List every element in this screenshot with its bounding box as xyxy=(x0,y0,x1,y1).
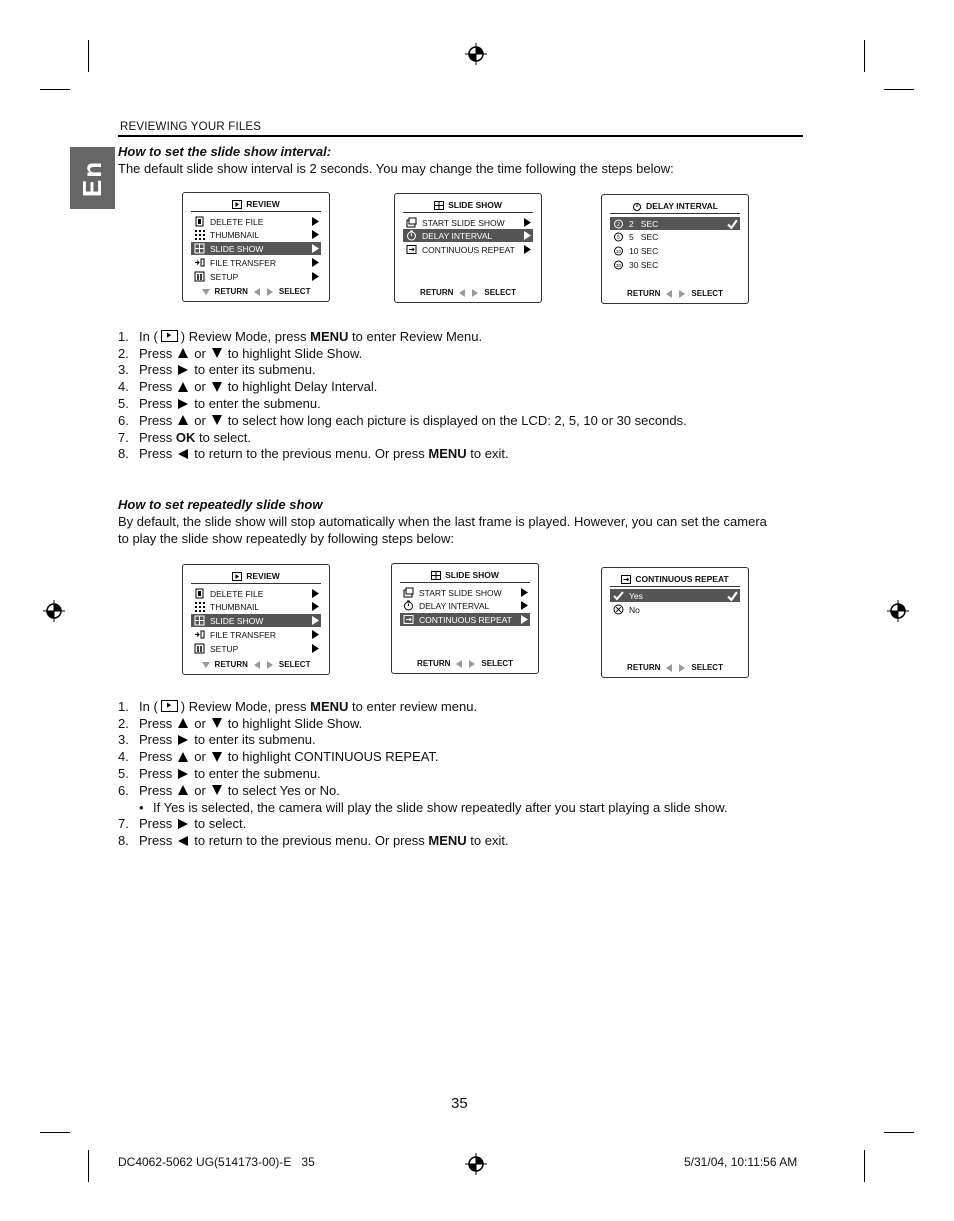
left-arrow-icon xyxy=(177,835,189,847)
trash-icon xyxy=(194,216,205,227)
timer-30-icon xyxy=(613,259,624,270)
step-5: 5. Press to enter the submenu. xyxy=(118,396,321,412)
header-rule xyxy=(118,135,803,137)
right-arrow-icon xyxy=(177,768,189,780)
svg-text:30: 30 xyxy=(615,263,622,268)
up-arrow-icon xyxy=(177,751,189,763)
step-2: 2. Press or to highlight Slide Show. xyxy=(118,715,363,731)
timer-2-icon xyxy=(613,218,624,229)
down-arrow-icon xyxy=(202,661,210,669)
section1-heading: How to set the slide show interval: xyxy=(118,144,332,159)
section2-heading: How to set repeatedly slide show xyxy=(118,497,323,512)
step-8: 8. Press to return to the previous menu. Or press MENU to exit. xyxy=(118,446,509,462)
section2-intro: By default, the slide show will stop automatically when the last frame is played. However, you can set the camera to play the slide show repeatedly by following steps below: xyxy=(118,514,767,546)
crop-mark xyxy=(40,1132,70,1133)
step-5: 5. Press to enter the submenu. xyxy=(118,766,321,782)
left-arrow-icon xyxy=(665,664,673,672)
film-icon xyxy=(434,201,444,210)
right-arrow-icon xyxy=(266,661,274,669)
lcd-item-5-sec: 5 5 SEC xyxy=(610,230,740,243)
play-icon xyxy=(232,200,242,209)
lcd-slideshow-screen: SLIDE SHOW START SLIDE SHOW DELAY INTERVAL CONTINUOUS REPEAT RETURN SELECT xyxy=(394,193,542,303)
grid-icon xyxy=(194,229,205,240)
registration-mark-icon xyxy=(465,1153,487,1175)
step-1: 1. In ( ) Review Mode, press MENU to enter review menu. xyxy=(118,698,478,714)
down-arrow-icon xyxy=(211,347,223,359)
lcd-item-file-transfer: FILE TRANSFER xyxy=(191,628,321,641)
up-arrow-icon xyxy=(177,347,189,359)
right-arrow-icon xyxy=(266,288,274,296)
crop-mark xyxy=(88,40,89,72)
play-mode-icon xyxy=(161,700,178,712)
play-icon xyxy=(232,572,242,581)
section2-steps xyxy=(118,698,727,849)
registration-mark-icon xyxy=(43,600,65,622)
up-arrow-icon xyxy=(177,784,189,796)
film-icon xyxy=(194,615,205,626)
svg-text:2: 2 xyxy=(617,222,620,228)
registration-mark-icon xyxy=(465,43,487,65)
play-mode-icon xyxy=(161,330,178,342)
step-4: 4. Press or to highlight CONTINUOUS REPEAT. xyxy=(118,749,439,765)
step-2: 2. Press or to highlight Slide Show. xyxy=(118,345,363,361)
transfer-icon xyxy=(194,257,205,268)
check-icon xyxy=(727,591,738,601)
up-arrow-icon xyxy=(177,717,189,729)
lcd-item-slide-show: SLIDE SHOW xyxy=(191,614,321,627)
down-arrow-icon xyxy=(211,717,223,729)
check-icon xyxy=(613,590,624,601)
crop-mark xyxy=(40,89,70,90)
left-arrow-icon xyxy=(253,661,261,669)
lcd-slideshow-screen-2: SLIDE SHOW START SLIDE SHOW DELAY INTERVAL CONTINUOUS REPEAT RETURN SELECT xyxy=(391,563,539,674)
down-arrow-icon xyxy=(202,288,210,296)
up-arrow-icon xyxy=(177,381,189,393)
film-icon xyxy=(194,243,205,254)
setup-icon xyxy=(194,271,205,282)
section-label: REVIEWING YOUR FILES xyxy=(120,121,262,133)
lcd-item-yes: Yes xyxy=(610,589,740,602)
crop-mark xyxy=(864,1150,865,1182)
repeat-icon xyxy=(403,614,414,625)
lcd-item-delay-interval: DELAY INTERVAL xyxy=(400,599,530,612)
page-number: 35 xyxy=(451,1095,468,1112)
footer-right: 5/31/04, 10:11:56 AM xyxy=(684,1155,798,1169)
step-7: 7. Press OK to select. xyxy=(118,429,252,445)
step-8: 8. Press to return to the previous menu. Or press MENU to exit. xyxy=(118,833,509,849)
lcd-review-screen: REVIEW DELETE FILE THUMBNAIL SLIDE SHOW FILE TRANSFER SETUP RETURN SELECT xyxy=(182,192,330,302)
section1-steps xyxy=(118,328,687,462)
timer-icon xyxy=(632,202,642,211)
down-arrow-icon xyxy=(211,784,223,796)
down-arrow-icon xyxy=(211,381,223,393)
step-6: 6. Press or to select how long each picture is displayed on the LCD: 2, 5, 10 or 30 seconds. xyxy=(118,412,687,428)
step-1: 1. In ( ) Review Mode, press MENU to enter Review Menu. xyxy=(118,328,483,344)
lcd-item-start-slide-show: START SLIDE SHOW xyxy=(400,586,530,599)
slides-icon xyxy=(403,587,414,598)
lcd-item-thumbnail: THUMBNAIL xyxy=(191,600,321,613)
step-6-note: • If Yes is selected, the camera will play the slide show repeatedly after you start playing a slide show. xyxy=(139,799,728,815)
footer-left: DC4062-5062 UG(514173-00)-E 35 xyxy=(118,1155,315,1169)
lcd-item-file-transfer: FILE TRANSFER xyxy=(191,256,321,269)
lcd-item-thumbnail: THUMBNAIL xyxy=(191,228,321,241)
right-arrow-icon xyxy=(177,734,189,746)
right-arrow-icon xyxy=(678,290,686,298)
down-arrow-icon xyxy=(211,414,223,426)
timer-icon xyxy=(403,600,414,611)
lcd-item-2-sec: 2 2 SEC xyxy=(610,217,740,230)
lcd-delay-interval-screen: DELAY INTERVAL 2 2 SEC 5 5 SEC 10 10 SEC 30 30 SEC RETURN SELECT xyxy=(601,194,749,304)
left-arrow-icon xyxy=(455,660,463,668)
registration-mark-icon xyxy=(887,600,909,622)
down-arrow-icon xyxy=(211,751,223,763)
repeat-icon xyxy=(406,244,417,255)
left-arrow-icon xyxy=(253,288,261,296)
slides-icon xyxy=(406,217,417,228)
film-icon xyxy=(431,571,441,580)
right-arrow-icon xyxy=(468,660,476,668)
setup-icon xyxy=(194,643,205,654)
section1-intro: The default slide show interval is 2 seconds. You may change the time following the steps below: xyxy=(118,161,674,176)
lcd-review-screen-2: REVIEW DELETE FILE THUMBNAIL SLIDE SHOW FILE TRANSFER SETUP RETURN SELECT xyxy=(182,564,330,675)
language-tab: En xyxy=(70,147,115,209)
lcd-item-no: No xyxy=(610,603,740,616)
repeat-icon xyxy=(621,575,631,584)
right-arrow-icon xyxy=(471,289,479,297)
step-7: 7. Press to select. xyxy=(118,816,247,832)
timer-icon xyxy=(406,230,417,241)
check-icon xyxy=(727,219,738,229)
crop-mark xyxy=(884,89,914,90)
right-arrow-icon xyxy=(177,398,189,410)
lcd-continuous-repeat-screen: CONTINUOUS REPEAT Yes No RETURN SELECT xyxy=(601,567,749,678)
step-3: 3. Press to enter its submenu. xyxy=(118,362,316,378)
lcd-item-10-sec: 10 10 SEC xyxy=(610,244,740,257)
cancel-icon xyxy=(613,604,624,615)
lcd-item-continuous-repeat: CONTINUOUS REPEAT xyxy=(400,613,530,626)
lcd-item-delay-interval: DELAY INTERVAL xyxy=(403,229,533,242)
left-arrow-icon xyxy=(177,448,189,460)
up-arrow-icon xyxy=(177,414,189,426)
lcd-item-delete-file: DELETE FILE xyxy=(191,587,321,600)
lcd-item-delete-file: DELETE FILE xyxy=(191,215,321,228)
lcd-item-start-slide-show: START SLIDE SHOW xyxy=(403,216,533,229)
left-arrow-icon xyxy=(665,290,673,298)
crop-mark xyxy=(884,1132,914,1133)
lcd-item-slide-show: SLIDE SHOW xyxy=(191,242,321,255)
step-6: 6. Press or to select Yes or No. xyxy=(118,782,340,798)
svg-text:10: 10 xyxy=(615,249,622,254)
crop-mark xyxy=(864,40,865,72)
timer-5-icon xyxy=(613,231,624,242)
right-arrow-icon xyxy=(177,364,189,376)
right-arrow-icon xyxy=(177,818,189,830)
svg-text:5: 5 xyxy=(617,235,620,241)
lcd-item-setup: SETUP xyxy=(191,270,321,283)
transfer-icon xyxy=(194,629,205,640)
lcd-item-setup: SETUP xyxy=(191,642,321,655)
lcd-item-30-sec: 30 30 SEC xyxy=(610,258,740,271)
grid-icon xyxy=(194,601,205,612)
step-4: 4. Press or to highlight Delay Interval. xyxy=(118,379,378,395)
trash-icon xyxy=(194,588,205,599)
left-arrow-icon xyxy=(458,289,466,297)
lcd-item-continuous-repeat: CONTINUOUS REPEAT xyxy=(403,243,533,256)
crop-mark xyxy=(88,1150,89,1182)
timer-10-icon xyxy=(613,245,624,256)
step-3: 3. Press to enter its submenu. xyxy=(118,732,316,748)
right-arrow-icon xyxy=(678,664,686,672)
